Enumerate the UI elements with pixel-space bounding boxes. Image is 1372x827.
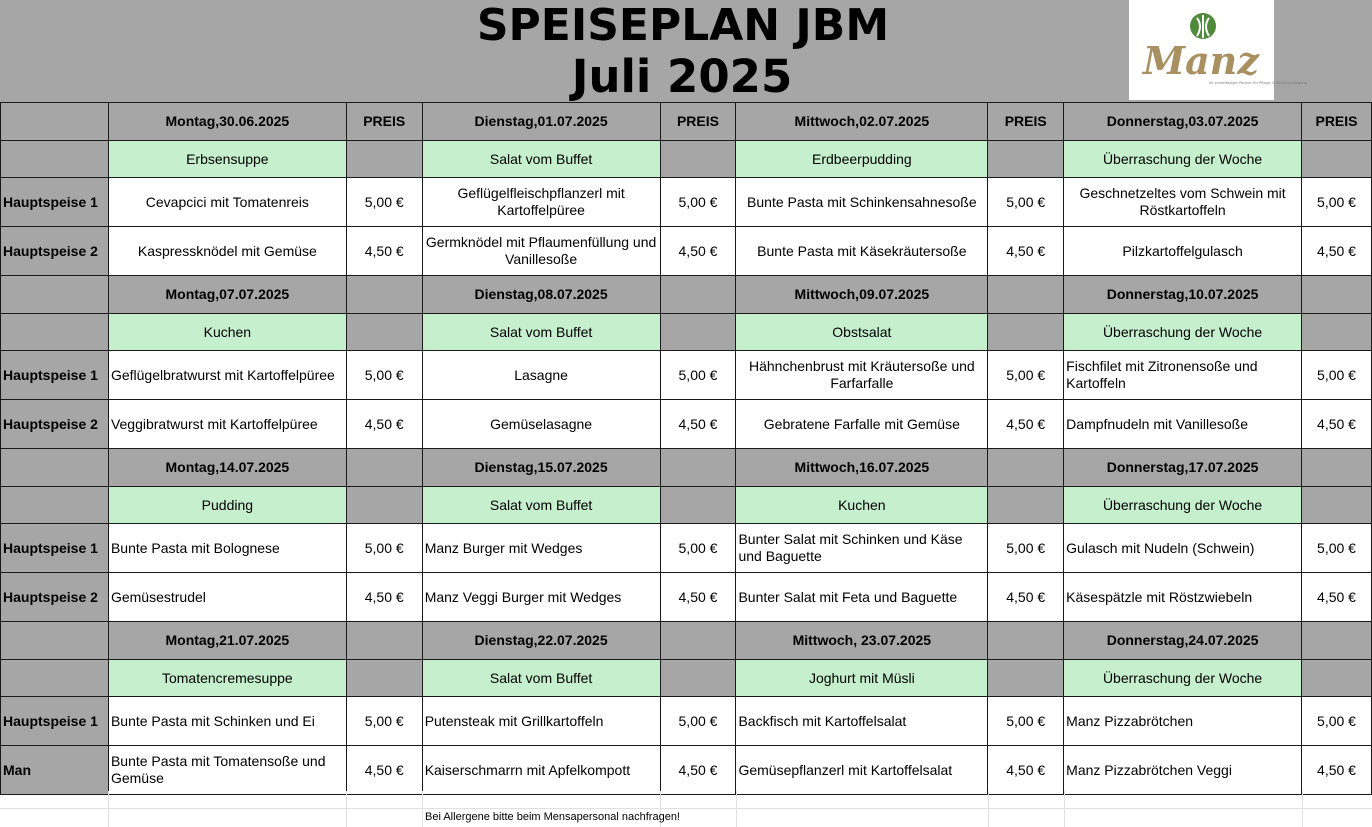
dish-price: 5,00 € <box>660 178 736 227</box>
starter-price-empty <box>1302 141 1372 178</box>
starter-price-empty <box>988 141 1064 178</box>
price-header: PREIS <box>1302 103 1372 141</box>
dish-price: 5,00 € <box>988 697 1064 746</box>
row-label: Hauptspeise 1 <box>1 178 109 227</box>
price-header: PREIS <box>988 103 1064 141</box>
starter-dish: Kuchen <box>736 487 988 524</box>
main-dish-row <box>1 573 1372 622</box>
dish-price: 5,00 € <box>660 697 736 746</box>
starter-price-empty <box>346 660 422 697</box>
day-date: Montag,14.07.2025 <box>108 449 346 487</box>
dish-price: 4,50 € <box>660 573 736 622</box>
page-title: SPEISEPLAN JBM <box>476 0 890 51</box>
dish-price: 4,50 € <box>660 746 736 795</box>
price-header <box>1302 276 1372 314</box>
dish-price: 4,50 € <box>1302 400 1372 449</box>
main-dish-row <box>1 524 1372 573</box>
starter-row <box>1 314 1372 351</box>
starter-price-empty <box>660 660 736 697</box>
row-label: Hauptspeise 1 <box>1 697 109 746</box>
starter-price-empty <box>988 314 1064 351</box>
main-dish: Gemüsepflanzerl mit Kartoffelsalat <box>736 746 988 795</box>
day-date: Dienstag,01.07.2025 <box>422 103 660 141</box>
starter-dish: Obstsalat <box>736 314 988 351</box>
main-dish: Lasagne <box>422 351 660 400</box>
starter-dish: Kuchen <box>108 314 346 351</box>
main-dish: Manz Pizzabrötchen <box>1064 697 1302 746</box>
dish-price: 4,50 € <box>1302 227 1372 276</box>
starter-price-empty <box>988 660 1064 697</box>
dish-price: 4,50 € <box>988 746 1064 795</box>
main-dish: Manz Veggi Burger mit Wedges <box>422 573 660 622</box>
dish-price: 5,00 € <box>346 178 422 227</box>
price-header <box>346 622 422 660</box>
day-date: Montag,30.06.2025 <box>108 103 346 141</box>
main-dish: Bunter Salat mit Schinken und Käse und Baguette <box>736 524 988 573</box>
dish-price: 5,00 € <box>346 524 422 573</box>
starter-dish: Salat vom Buffet <box>422 141 660 178</box>
main-dish: Bunte Pasta mit Tomatensoße und Gemüse <box>108 746 346 795</box>
main-dish: Dampfnudeln mit Vanillesoße <box>1064 400 1302 449</box>
main-dish: Gemüselasagne <box>422 400 660 449</box>
row-label-empty <box>1 314 109 351</box>
main-dish: Manz Burger mit Wedges <box>422 524 660 573</box>
dish-price: 4,50 € <box>988 227 1064 276</box>
main-dish: Putensteak mit Grillkartoffeln <box>422 697 660 746</box>
main-dish: Manz Pizzabrötchen Veggi <box>1064 746 1302 795</box>
main-dish: Gemüsestrudel <box>108 573 346 622</box>
day-date: Dienstag,15.07.2025 <box>422 449 660 487</box>
row-label-empty <box>1 103 109 141</box>
main-dish: Fischfilet mit Zitronensoße und Kartoffeln <box>1064 351 1302 400</box>
main-dish-row <box>1 746 1372 795</box>
starter-dish: Überraschung der Woche <box>1064 141 1302 178</box>
starter-dish: Überraschung der Woche <box>1064 487 1302 524</box>
main-dish: Gulasch mit Nudeln (Schwein) <box>1064 524 1302 573</box>
allergen-note: Bei Allergene bitte beim Mensapersonal nachfragen! <box>425 811 680 823</box>
main-dish: Bunte Pasta mit Schinkensahnesoße <box>736 178 988 227</box>
day-date: Dienstag,22.07.2025 <box>422 622 660 660</box>
dish-price: 5,00 € <box>346 351 422 400</box>
price-header <box>660 622 736 660</box>
main-dish: Cevapcici mit Tomatenreis <box>108 178 346 227</box>
main-dish: Geschnetzeltes vom Schwein mit Röstkartoffeln <box>1064 178 1302 227</box>
row-label-empty <box>1 141 109 178</box>
dish-price: 5,00 € <box>1302 524 1372 573</box>
main-dish-row <box>1 178 1372 227</box>
starter-price-empty <box>988 487 1064 524</box>
starter-dish: Überraschung der Woche <box>1064 660 1302 697</box>
starter-price-empty <box>660 314 736 351</box>
starter-dish: Tomatencremesuppe <box>108 660 346 697</box>
starter-dish: Joghurt mit Müsli <box>736 660 988 697</box>
starter-dish: Überraschung der Woche <box>1064 314 1302 351</box>
starter-dish: Pudding <box>108 487 346 524</box>
price-header <box>1302 622 1372 660</box>
main-dish: Hähnchenbrust mit Kräutersoße und Farfarfalle <box>736 351 988 400</box>
row-label: Hauptspeise 2 <box>1 227 109 276</box>
main-dish: Bunte Pasta mit Käsekräutersoße <box>736 227 988 276</box>
starter-price-empty <box>1302 660 1372 697</box>
svg-text:Manz: Manz <box>1143 38 1259 83</box>
row-label: Man <box>1 746 109 795</box>
dish-price: 5,00 € <box>1302 178 1372 227</box>
starter-price-empty <box>346 487 422 524</box>
price-header <box>660 276 736 314</box>
row-label-empty <box>1 660 109 697</box>
dish-price: 5,00 € <box>988 178 1064 227</box>
price-header <box>1302 449 1372 487</box>
day-date: Mittwoch,16.07.2025 <box>736 449 988 487</box>
dish-price: 5,00 € <box>988 351 1064 400</box>
starter-price-empty <box>346 314 422 351</box>
dish-price: 5,00 € <box>1302 351 1372 400</box>
day-date: Donnerstag,17.07.2025 <box>1064 449 1302 487</box>
title-banner <box>0 0 1372 102</box>
row-label-empty <box>1 622 109 660</box>
starter-row <box>1 141 1372 178</box>
dish-price: 4,50 € <box>346 227 422 276</box>
day-date: Montag,21.07.2025 <box>108 622 346 660</box>
menu-table <box>0 102 1372 795</box>
dish-price: 5,00 € <box>1302 697 1372 746</box>
dish-price: 4,50 € <box>660 400 736 449</box>
manz-logo-icon <box>1129 0 1307 100</box>
main-dish-row <box>1 351 1372 400</box>
starter-dish: Erdbeerpudding <box>736 141 988 178</box>
day-date: Donnerstag,24.07.2025 <box>1064 622 1302 660</box>
starter-dish: Erbsensuppe <box>108 141 346 178</box>
main-dish: Geflügelbratwurst mit Kartoffelpüree <box>108 351 346 400</box>
price-header <box>660 449 736 487</box>
sheet-footer <box>0 791 1372 827</box>
day-date: Mittwoch, 23.07.2025 <box>736 622 988 660</box>
row-label-empty <box>1 449 109 487</box>
price-header <box>346 449 422 487</box>
dish-price: 4,50 € <box>988 400 1064 449</box>
starter-price-empty <box>1302 487 1372 524</box>
dish-price: 4,50 € <box>346 573 422 622</box>
day-date: Donnerstag,10.07.2025 <box>1064 276 1302 314</box>
main-dish: Germknödel mit Pflaumenfüllung und Vanillesoße <box>422 227 660 276</box>
price-header <box>346 276 422 314</box>
main-dish: Bunter Salat mit Feta und Baguette <box>736 573 988 622</box>
main-dish: Geflügelfleischpflanzerl mit Kartoffelpüree <box>422 178 660 227</box>
main-dish-row <box>1 227 1372 276</box>
dish-price: 5,00 € <box>660 524 736 573</box>
row-label: Hauptspeise 1 <box>1 351 109 400</box>
main-dish: Veggibratwurst mit Kartoffelpüree <box>108 400 346 449</box>
svg-text:Ihr zuverlässiger Partner für: Ihr zuverlässiger Partner für Pflege- & Seniorenpflegung <box>1209 81 1307 85</box>
day-date: Mittwoch,02.07.2025 <box>736 103 988 141</box>
day-header-row <box>1 103 1372 141</box>
starter-row <box>1 660 1372 697</box>
page-subtitle: Juli 2025 <box>571 50 793 103</box>
starter-price-empty <box>1302 314 1372 351</box>
dish-price: 4,50 € <box>660 227 736 276</box>
day-date: Dienstag,08.07.2025 <box>422 276 660 314</box>
row-label-empty <box>1 276 109 314</box>
row-label-empty <box>1 487 109 524</box>
main-dish: Kaspressknödel mit Gemüse <box>108 227 346 276</box>
starter-dish: Salat vom Buffet <box>422 314 660 351</box>
row-label: Hauptspeise 2 <box>1 573 109 622</box>
main-dish-row <box>1 400 1372 449</box>
main-dish: Backfisch mit Kartoffelsalat <box>736 697 988 746</box>
main-dish: Pilzkartoffelgulasch <box>1064 227 1302 276</box>
row-label: Hauptspeise 2 <box>1 400 109 449</box>
starter-price-empty <box>660 141 736 178</box>
dish-price: 4,50 € <box>988 573 1064 622</box>
dish-price: 5,00 € <box>660 351 736 400</box>
starter-row <box>1 487 1372 524</box>
dish-price: 5,00 € <box>346 697 422 746</box>
price-header <box>988 449 1064 487</box>
main-dish: Bunte Pasta mit Bolognese <box>108 524 346 573</box>
day-header-row <box>1 276 1372 314</box>
main-dish: Kaiserschmarrn mit Apfelkompott <box>422 746 660 795</box>
main-dish: Käsespätzle mit Röstzwiebeln <box>1064 573 1302 622</box>
dish-price: 4,50 € <box>1302 573 1372 622</box>
day-date: Donnerstag,03.07.2025 <box>1064 103 1302 141</box>
starter-price-empty <box>660 487 736 524</box>
price-header: PREIS <box>660 103 736 141</box>
price-header <box>988 276 1064 314</box>
main-dish: Bunte Pasta mit Schinken und Ei <box>108 697 346 746</box>
price-header: PREIS <box>346 103 422 141</box>
dish-price: 4,50 € <box>346 400 422 449</box>
day-header-row <box>1 622 1372 660</box>
row-label: Hauptspeise 1 <box>1 524 109 573</box>
starter-dish: Salat vom Buffet <box>422 487 660 524</box>
dish-price: 5,00 € <box>988 524 1064 573</box>
day-header-row <box>1 449 1372 487</box>
price-header <box>988 622 1064 660</box>
day-date: Mittwoch,09.07.2025 <box>736 276 988 314</box>
starter-price-empty <box>346 141 422 178</box>
main-dish-row <box>1 697 1372 746</box>
dish-price: 4,50 € <box>346 746 422 795</box>
dish-price: 4,50 € <box>1302 746 1372 795</box>
day-date: Montag,07.07.2025 <box>108 276 346 314</box>
manz-logo <box>1129 0 1307 100</box>
starter-dish: Salat vom Buffet <box>422 660 660 697</box>
main-dish: Gebratene Farfalle mit Gemüse <box>736 400 988 449</box>
